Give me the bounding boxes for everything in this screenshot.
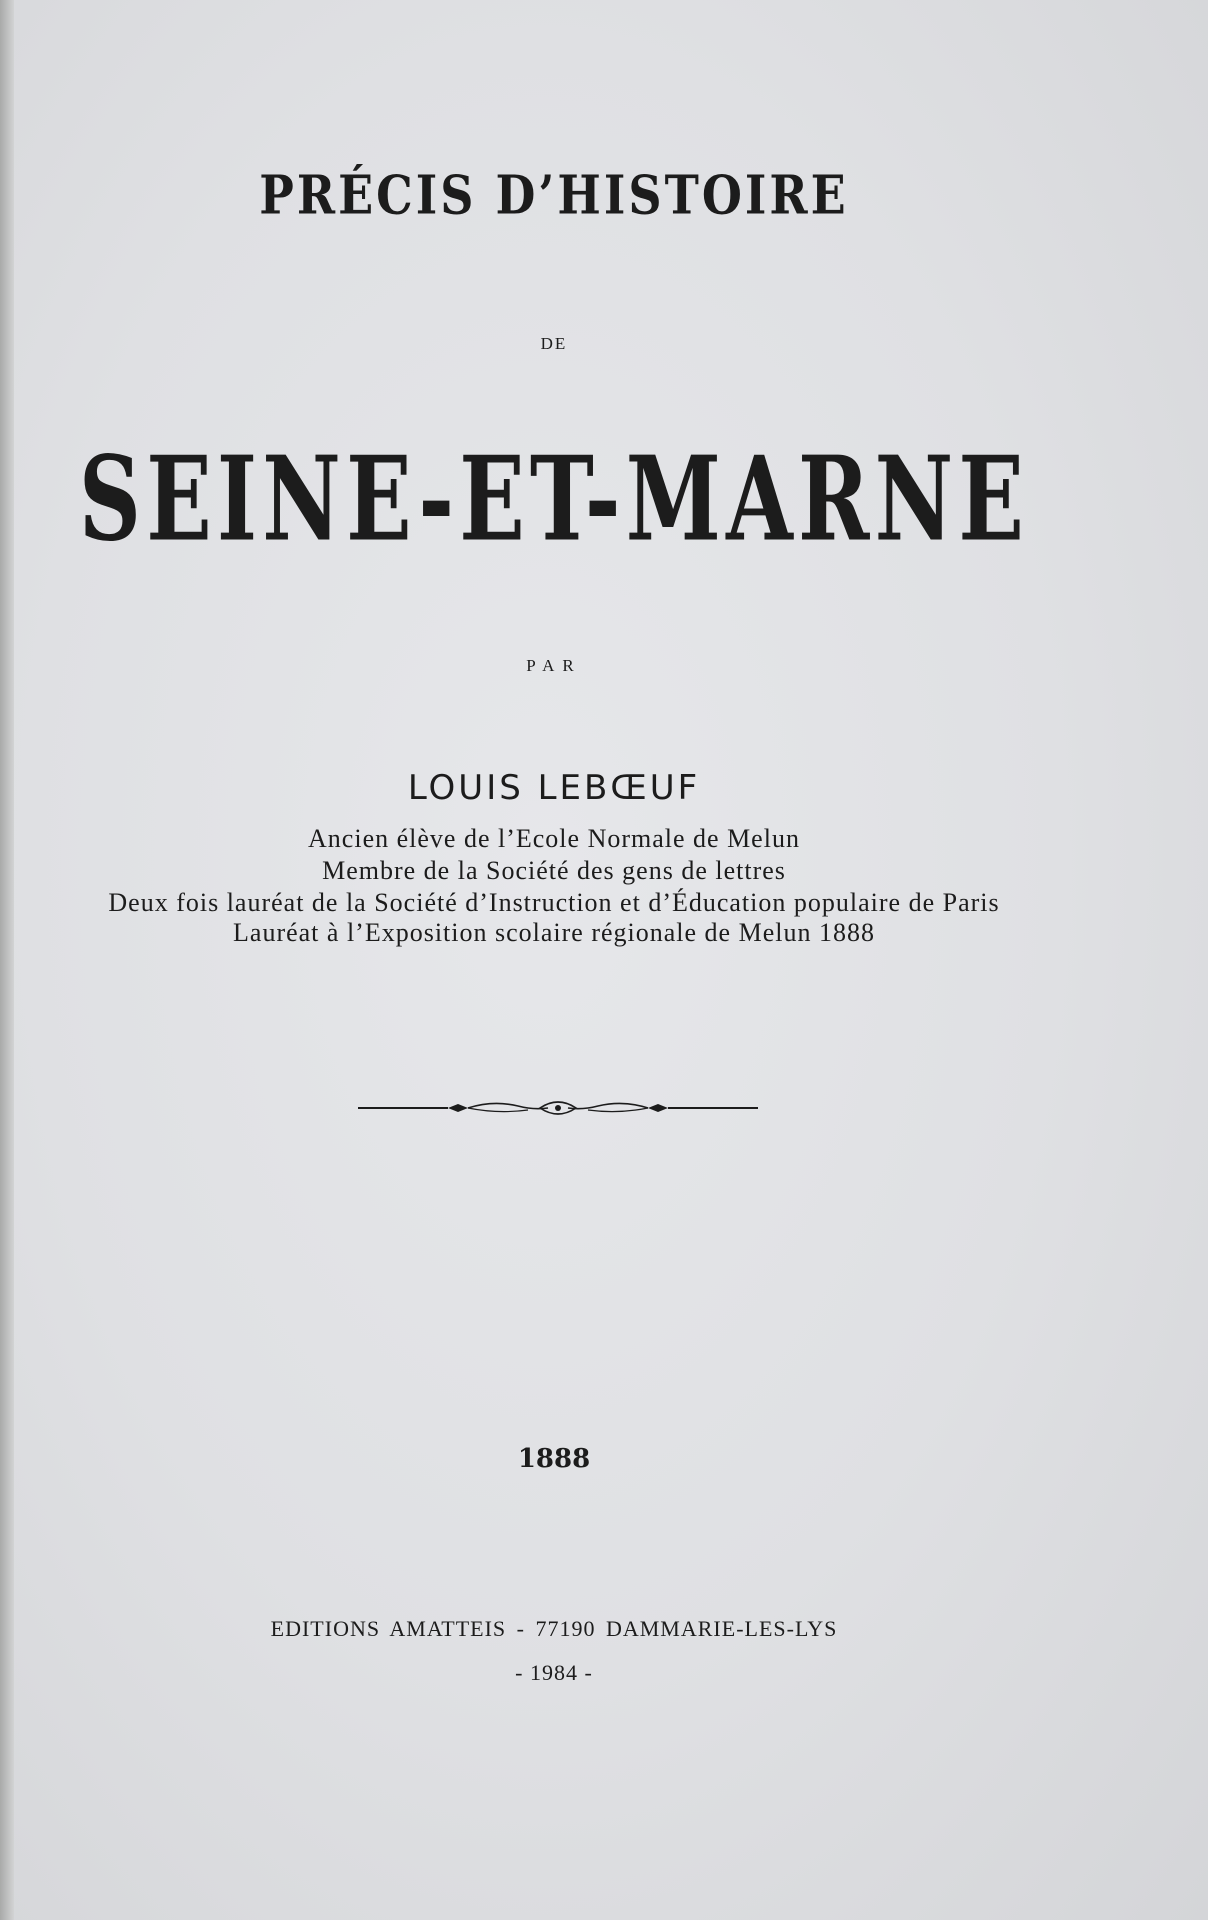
- author-credit: Deux fois lauréat de la Société d’Instruction et d’Éducation populaire de Paris: [108, 888, 1000, 917]
- main-title: SEINE-ET-MARNE: [78, 430, 1030, 568]
- publication-year: - 1984 -: [515, 1660, 593, 1685]
- original-year: 1888: [517, 1444, 591, 1474]
- title-connector: DE: [540, 334, 568, 353]
- title-top: PRÉCIS D’HISTOIRE: [259, 163, 849, 227]
- author-credit: Membre de la Société des gens de lettres: [322, 856, 786, 885]
- author-credit: Lauréat à l’Exposition scolaire régionale de Melun 1888: [233, 918, 875, 947]
- author-credit: Ancien élève de l’Ecole Normale de Melun: [308, 824, 800, 853]
- by-label: PAR: [526, 656, 582, 675]
- publisher-line: EDITIONS AMATTEIS - 77190 DAMMARIE-LES-LYS: [270, 1616, 838, 1641]
- flourish-divider-icon: [358, 1094, 758, 1122]
- author-name: LOUIS LEBŒUF: [407, 768, 701, 808]
